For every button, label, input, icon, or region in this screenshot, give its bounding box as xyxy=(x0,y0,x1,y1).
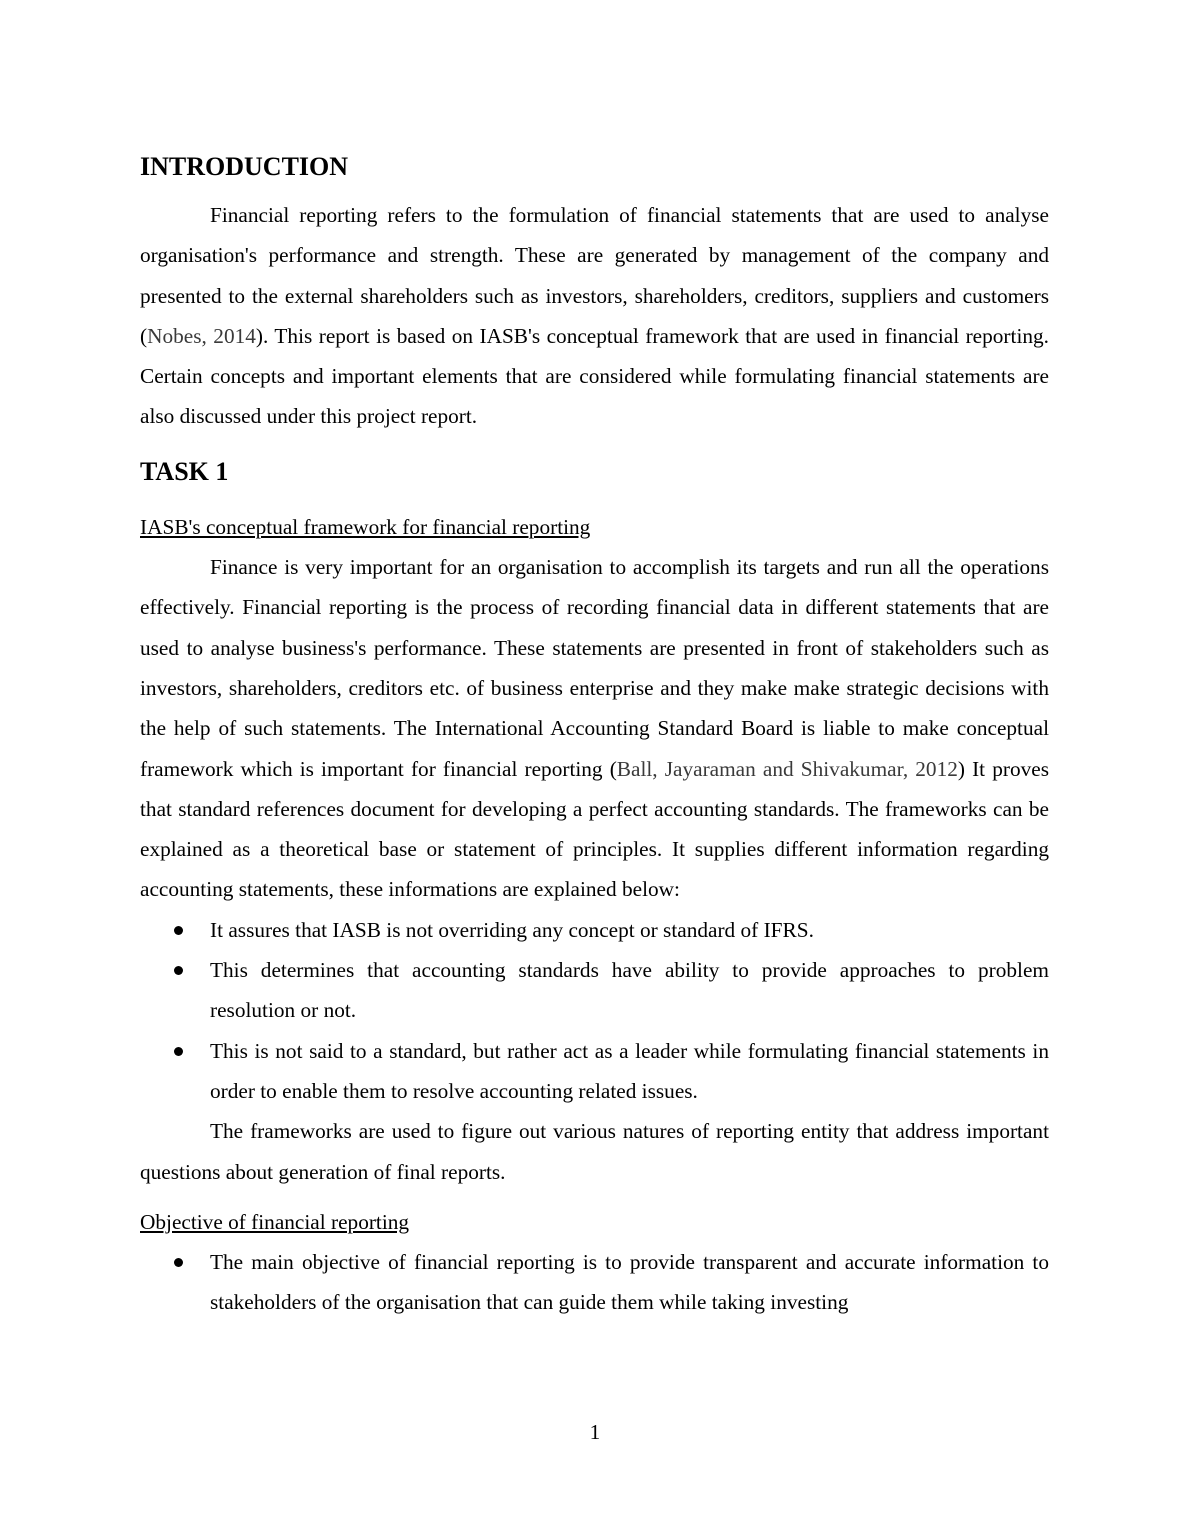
framework-bullet-list xyxy=(140,910,1049,1111)
framework-text-1: Finance is very important for an organisation to accomplish its targets and run all the operations effectively. Financial reporting is the process of recording financial data in different statements that are used to analyse business's performance. These statements are presented in front of stakeholders such as investors, shareholders, creditors etc. of business enterprise and they make make strategic decisions with the help of such statements. The International Accounting Standard Board is liable to make conceptual framework which is important for financial reporting ( xyxy=(140,555,1049,781)
intro-text-1: Financial reporting refers to the formulation of financial statements that are used to analyse organisation's performance and strength. These are generated by management of the company and presented to the external shareholders such as investors, shareholders, creditors, suppliers and customers ( xyxy=(140,203,1049,348)
intro-paragraph xyxy=(140,195,1049,437)
list-item xyxy=(140,1242,1049,1323)
bullet-text: This is not said to a standard, but rather act as a leader while formulating financial statements in order to enable them to resolve accounting related issues. xyxy=(210,1038,1049,1103)
bullet-icon xyxy=(174,966,183,975)
framework-text-2: ) It proves that standard references document for developing a perfect accounting standards. The frameworks can be explained as a theoretical base or statement of principles. It supplies different information regarding accounting statements, these informations are explained below: xyxy=(140,756,1049,902)
task1-heading: TASK 1 xyxy=(140,456,229,486)
bullet-icon xyxy=(174,1258,183,1267)
framework-citation: Ball, Jayaraman and Shivakumar, 2012 xyxy=(616,756,958,781)
frameworks-paragraph: The frameworks are used to figure out various natures of reporting entity that address important questions about generation of final reports. xyxy=(140,1119,1049,1184)
bullet-text: This determines that accounting standards have ability to provide approaches to problem resolution or not. xyxy=(210,958,1049,1023)
list-item xyxy=(140,1031,1049,1112)
list-item xyxy=(140,910,1049,950)
intro-text-2: ). This report is based on IASB's conceptual framework that are used in financial reporting. Certain concepts and important elements that are considered while formulating financial statements are also discussed under this project report. xyxy=(140,323,1049,429)
bullet-icon xyxy=(174,926,183,935)
list-item xyxy=(140,950,1049,1031)
objective-subheading: Objective of financial reporting xyxy=(140,1209,410,1234)
document-page xyxy=(140,150,1049,1323)
framework-paragraph xyxy=(140,547,1049,910)
page-number: 1 xyxy=(589,1420,601,1444)
intro-citation: Nobes, 2014 xyxy=(147,323,256,348)
framework-subheading: IASB's conceptual framework for financial reporting xyxy=(140,514,591,539)
intro-heading: INTRODUCTION xyxy=(140,152,349,181)
bullet-text: The main objective of financial reporting is to provide transparent and accurate information to stakeholders of the organisation that can guide them while taking investing xyxy=(210,1250,1049,1315)
bullet-text: It assures that IASB is not overriding any concept or standard of IFRS. xyxy=(210,917,814,942)
objective-bullet-list xyxy=(140,1242,1049,1323)
bullet-icon xyxy=(174,1047,183,1056)
